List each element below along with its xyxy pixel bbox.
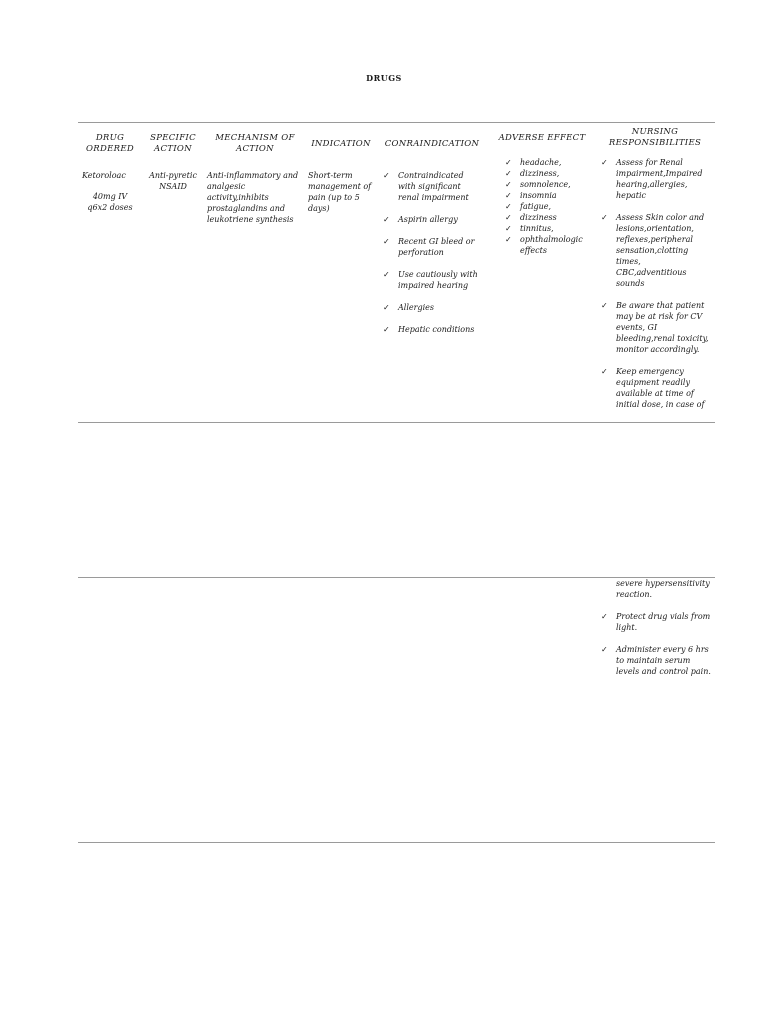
- table-top-rule: [78, 122, 715, 123]
- page2-bottom-rule: [78, 842, 715, 843]
- list-item: ✓ insomnia: [505, 190, 595, 201]
- list-item: ✓ Aspirin allergy: [383, 214, 483, 225]
- list-item: ✓ Protect drug vials from light.: [601, 611, 711, 633]
- list-item: ✓ somnolence,: [505, 179, 595, 190]
- cell-mechanism: Anti-inflammatory and analgesic activity,inhibits prostaglandins and leukotriene synthesis: [207, 171, 299, 224]
- header-nursing: NURSING RESPONSIBILITIES: [608, 127, 702, 148]
- nursing-continuation: severe hypersensitivity reaction.: [616, 579, 710, 599]
- cell-drug-ordered: [82, 170, 144, 223]
- header-specific-action: SPECIFIC ACTION: [150, 133, 196, 154]
- list-item: ✓ Keep emergency equipment readily available at time of initial dose, in case of: [601, 366, 711, 410]
- list-item: ✓ Contraindicated with significant renal impairment: [383, 170, 483, 203]
- cell-specific-action: Anti-pyretic NSAID: [149, 171, 197, 191]
- list-item: ✓ Assess for Renal impairment,Impaired hearing,allergies, hepatic: [601, 157, 711, 201]
- cell-nursing-page1: [601, 157, 711, 410]
- list-item: ✓ fatigue,: [505, 201, 595, 212]
- list-item: ✓ ophthalmologic effects: [505, 234, 595, 256]
- header-drug-ordered: DRUG ORDERED: [86, 133, 134, 154]
- cell-indication: Short-term management of pain (up to 5 days): [308, 171, 372, 213]
- list-item: ✓ Use cautiously with impaired hearing: [383, 269, 483, 291]
- list-item: ✓ Assess Skin color and lesions,orientation, reflexes,peripheral sensation,clotting times, CBC,adventitious sounds: [601, 212, 711, 289]
- drug-name: Ketoroloac: [82, 171, 126, 180]
- header-indication: INDICATION: [311, 139, 371, 149]
- header-adverse-effect: ADVERSE EFFECT: [498, 133, 586, 143]
- page1-bottom-rule: [78, 422, 715, 423]
- drug-dose: 40mg IV q6x2 doses: [87, 192, 133, 212]
- list-item: ✓ Recent GI bleed or perforation: [383, 236, 483, 258]
- list-item: ✓ Be aware that patient may be at risk for CV events, GI bleeding,renal toxicity, monitor accordingly.: [601, 300, 711, 355]
- list-item: ✓ dizziness,: [505, 168, 595, 179]
- header-contraindication: CONRAINDICATION: [384, 139, 480, 149]
- cell-contraindication: [383, 170, 483, 346]
- list-item: ✓ tinnitus,: [505, 223, 595, 234]
- cell-nursing-page2: [601, 578, 711, 688]
- list-item: ✓ dizziness: [505, 212, 595, 223]
- page-title: DRUGS: [366, 73, 402, 83]
- list-item: ✓ Hepatic conditions: [383, 324, 483, 335]
- list-item: ✓ Allergies: [383, 302, 483, 313]
- list-item: ✓ headache,: [505, 157, 595, 168]
- list-item: ✓ Administer every 6 hrs to maintain serum levels and control pain.: [601, 644, 711, 677]
- header-mechanism: MECHANISM OF ACTION: [215, 133, 295, 154]
- cell-adverse-effect: [505, 157, 595, 256]
